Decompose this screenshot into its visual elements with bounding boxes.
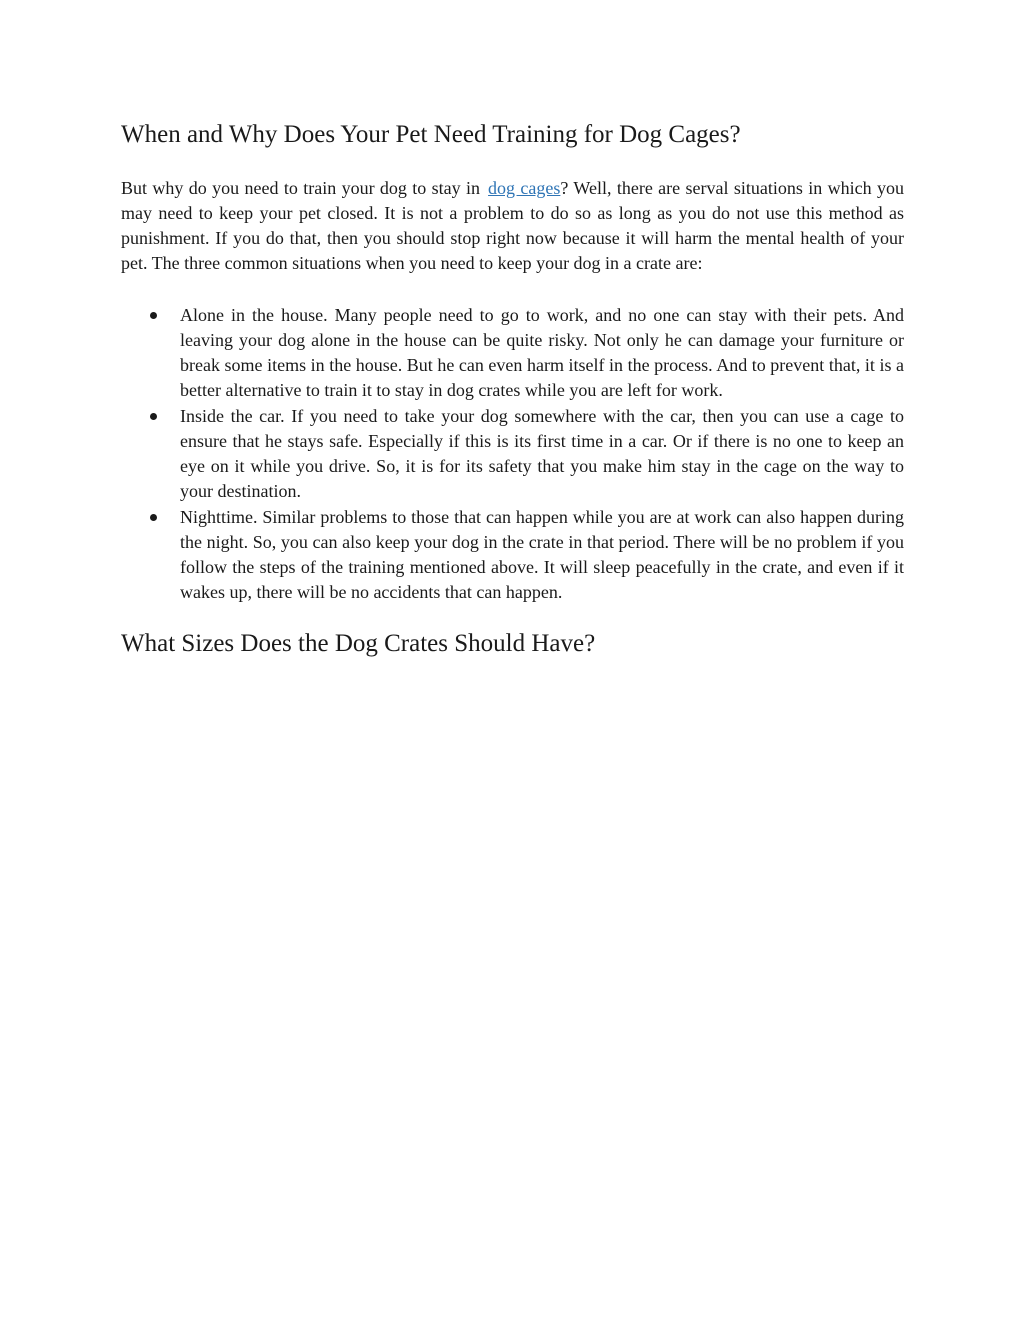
document-page bbox=[121, 118, 904, 661]
list-item-text: Alone in the house. Many people need to go to work, and no one can stay with their pets. And leaving your dog alone in the house can be quite risky. Not only he can damage your furniture or break some items in the house. But he can even harm itself in the process. And to prevent that, it is a better alternative to train it to stay in dog crates while you are left for work. bbox=[180, 305, 904, 400]
intro-text-after-link: ? Well, there are serval situations in which you may need to keep your pet closed. It is not a problem to do so as long as you do not use this method as punishment. If you do that, then you should stop right now because it will harm the mental health of your pet. The three common situations when you need to keep your dog in a crate are: bbox=[121, 178, 904, 273]
bullet-icon bbox=[150, 312, 157, 319]
bullet-icon bbox=[150, 413, 157, 420]
intro-paragraph bbox=[121, 176, 904, 276]
section-heading-sizes: What Sizes Does the Dog Crates Should Have? bbox=[121, 630, 596, 657]
list-item bbox=[180, 505, 904, 605]
section-heading-training: When and Why Does Your Pet Need Training for Dog Cages? bbox=[121, 121, 741, 148]
list-item bbox=[180, 303, 904, 403]
bullet-icon bbox=[150, 514, 157, 521]
list-item bbox=[180, 404, 904, 504]
dog-cages-link[interactable]: dog cages bbox=[488, 178, 561, 198]
intro-text-before-link: But why do you need to train your dog to stay in bbox=[121, 178, 481, 198]
list-item-text: Inside the car. If you need to take your dog somewhere with the car, then you can use a cage to ensure that he stays safe. Especially if this is its first time in a car. Or if there is no one to keep an eye on it while you drive. So, it is for its safety that you make him stay in the cage on the way to your destination. bbox=[180, 406, 904, 501]
list-item-text: Nighttime. Similar problems to those that can happen while you are at work can also happen during the night. So, you can also keep your dog in the crate in that period. There will be no problem if you follow the steps of the training mentioned above. It will sleep peacefully in the crate, and even if it wakes up, there will be no accidents that can happen. bbox=[180, 507, 904, 602]
situations-list bbox=[121, 303, 904, 605]
